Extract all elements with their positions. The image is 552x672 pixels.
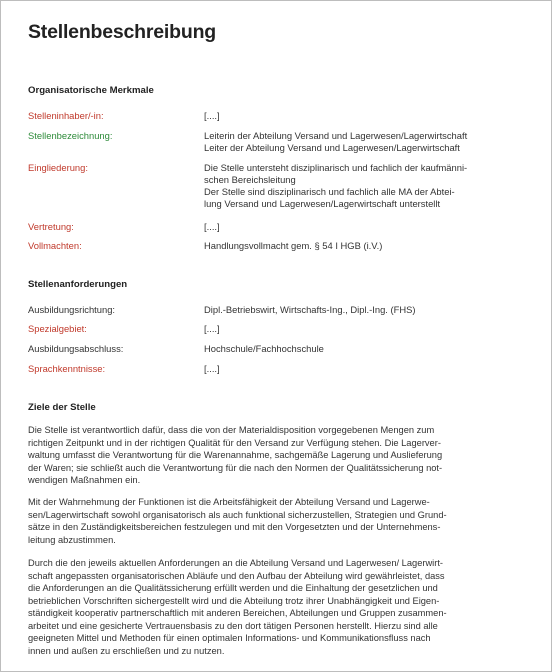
value-education-field: Dipl.-Betriebswirt, Wirtschafts-Ing., Dipl.-Ing. (FHS) (204, 304, 416, 315)
value-authority: Handlungsvollmacht gem. § 54 I HGB (i.V.) (204, 240, 383, 251)
label-deputy: Vertretung: (28, 221, 74, 232)
value-deputy: [....] (204, 221, 220, 232)
label-job-title: Stellenbezeichnung: (28, 130, 113, 141)
label-authority: Vollmachten: (28, 240, 82, 251)
value-languages: [....] (204, 363, 220, 374)
value-job-title: Leiterin der Abteilung Versand und Lagerwesen/Lagerwirtschaft Leiter der Abteilung Versand und Lagerwesen/Lagerwirtschaft (204, 130, 468, 153)
label-integration: Eingliederung: (28, 162, 88, 173)
section-heading-goals: Ziele der Stelle (28, 402, 96, 413)
section-heading-organisational: Organisatorische Merkmale (28, 85, 154, 96)
label-languages: Sprachkenntnisse: (28, 363, 106, 374)
label-specialty: Spezialgebiet: (28, 323, 87, 334)
value-integration: Die Stelle untersteht disziplinarisch und fachlich der kaufmänni- schen Bereichsleitung Der Stelle sind disziplinarisch und fachlich alle MA der Abtei- lung Versand und Lagerwesen/Lagerwirtschaft unterstellt (204, 162, 468, 209)
page-title: Stellenbeschreibung (28, 21, 216, 43)
label-holder: Stelleninhaber/-in: (28, 110, 104, 121)
goals-paragraph-1: Die Stelle ist verantwortlich dafür, dass die von der Materialdisposition vorgegebenen Mengen zum richtigen Zeitpunkt und in der richtigen Qualität für den Versand zur Verfügung stehen. Die Lagerver- waltung umfasst die Verantwortung für die Warenannahme, sachgemäße Lagerung und Auslieferung der Waren; sie schließt auch die Verantwortung für die nach den Normen der Qualitätssicherung not- wendigen Maßnahmen ein. (28, 425, 443, 485)
value-specialty: [....] (204, 323, 220, 334)
goals-paragraph-3: Durch die den jeweils aktuellen Anforderungen an die Abteilung Versand und Lagerwesen/ Lagerwirt- schaft angepassten organisatorischen Abläufe und den Aufbau der Abteilung wird gewährleistet, dass die Anforderungen an die Qualitätssicherung erfüllt werden und die Einhaltung der gesetzlichen und betrieblichen Vorschriften sichergestellt wird und die Abteilung trotz ihrer Unabhängigkeit und Eigen- ständigkeit kooperativ partnerschaftlich mit anderen Bereichen, Abteilungen und Gruppen zusammen- arbeitet und eine gesicherte Vertrauensbasis zu den dort tätigen Personen herstellt. Hierzu sind alle geeigneten Mittel und Methoden für einen optimalen Informations- und Kommunikationsfluss nach innen und außen zu erschließen und zu nutzen. (28, 558, 447, 656)
label-education-field: Ausbildungsrichtung: (28, 304, 116, 315)
value-holder: [....] (204, 110, 220, 121)
label-degree: Ausbildungsabschluss: (28, 343, 124, 354)
section-heading-requirements: Stellenanforderungen (28, 279, 128, 290)
goals-paragraph-2: Mit der Wahrnehmung der Funktionen ist die Arbeitsfähigkeit der Abteilung Versand und Lagerwe- sen/Lagerwirtschaft sowohl organisatorisch als auch funktional sicherzustellen, Strategien und Grund- sätze in den Zuständigkeitsbereichen festzulegen und mit den Vorgesetzten und der Unternehmens- leitung abzustimmen. (28, 497, 447, 545)
value-degree: Hochschule/Fachhochschule (204, 343, 324, 354)
